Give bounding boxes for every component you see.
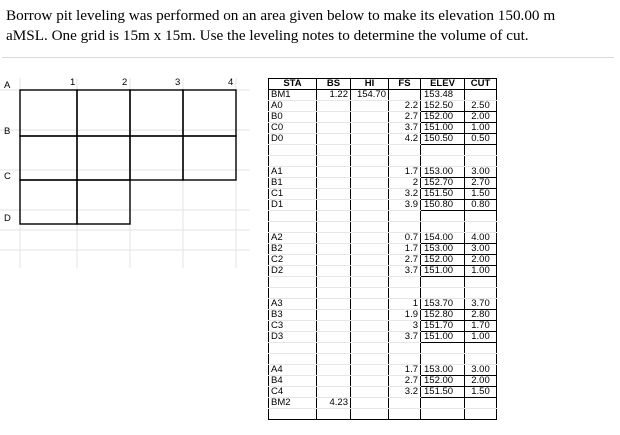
cell-hi	[351, 288, 389, 299]
table-row	[269, 409, 497, 420]
cell-hi	[351, 156, 389, 167]
table-row	[269, 90, 497, 101]
cell-fs: 1	[389, 299, 421, 310]
grid-row-label-d: D	[4, 213, 11, 224]
cell-bs	[317, 387, 351, 398]
cell-sta: A2	[269, 233, 317, 244]
cell-bs	[317, 299, 351, 310]
header-elev: ELEV	[421, 79, 465, 90]
cell-cut: 2.70	[465, 178, 497, 189]
cell-cut: 2.00	[465, 376, 497, 387]
cell-fs: 1.9	[389, 310, 421, 321]
cell-elev	[421, 211, 465, 222]
grid-row-label-b: B	[4, 126, 11, 137]
cell-fs: 1.7	[389, 167, 421, 178]
cell-elev: 151.50	[421, 387, 465, 398]
table-row	[269, 332, 497, 343]
borrow-pit-grid	[0, 78, 250, 268]
cell-sta: C3	[269, 321, 317, 332]
cell-sta	[269, 354, 317, 365]
cell-fs	[389, 354, 421, 365]
cell-sta	[269, 222, 317, 233]
table-row	[269, 178, 497, 189]
cell-bs	[317, 200, 351, 211]
cell-bs: 1.22	[317, 90, 351, 101]
cell-sta: C0	[269, 123, 317, 134]
header-fs: FS	[389, 79, 421, 90]
cell-sta: C2	[269, 255, 317, 266]
cell-sta	[269, 288, 317, 299]
table-row	[269, 277, 497, 288]
cell-bs	[317, 365, 351, 376]
cell-bs	[317, 167, 351, 178]
cell-fs	[389, 156, 421, 167]
cell-elev: 153.00	[421, 167, 465, 178]
cell-hi	[351, 332, 389, 343]
cell-elev: 153.00	[421, 244, 465, 255]
cell-cut: 3.70	[465, 299, 497, 310]
cell-cut: 2.80	[465, 310, 497, 321]
cell-elev	[421, 277, 465, 288]
grid-column-label-3: 3	[175, 77, 181, 88]
cell-elev: 152.00	[421, 112, 465, 123]
table-row	[269, 365, 497, 376]
cell-sta: BM1	[269, 90, 317, 101]
cell-fs: 2.7	[389, 112, 421, 123]
cell-bs	[317, 189, 351, 200]
cell-elev: 151.00	[421, 332, 465, 343]
cell-hi	[351, 244, 389, 255]
cell-bs	[317, 310, 351, 321]
header-sta: STA	[269, 79, 317, 90]
table-row	[269, 354, 497, 365]
cell-cut	[465, 90, 497, 101]
cell-bs	[317, 277, 351, 288]
table-row	[269, 189, 497, 200]
table-row	[269, 200, 497, 211]
cell-hi	[351, 101, 389, 112]
grid-cell-b1	[20, 136, 77, 180]
cell-cut	[465, 211, 497, 222]
cell-cut	[465, 398, 497, 409]
table-row	[269, 134, 497, 145]
cell-sta	[269, 145, 317, 156]
table-row	[269, 101, 497, 112]
cell-bs	[317, 255, 351, 266]
cell-sta: A4	[269, 365, 317, 376]
header-hi: HI	[351, 79, 389, 90]
cell-fs: 2	[389, 178, 421, 189]
table-row	[269, 343, 497, 354]
grid-cell-c1	[20, 180, 77, 224]
table-row	[269, 211, 497, 222]
cell-fs	[389, 145, 421, 156]
table-row	[269, 299, 497, 310]
cell-hi	[351, 189, 389, 200]
cell-sta: D2	[269, 266, 317, 277]
table-body	[269, 90, 497, 420]
table-row	[269, 376, 497, 387]
cell-elev: 153.70	[421, 299, 465, 310]
cell-cut	[465, 343, 497, 354]
table-row	[269, 288, 497, 299]
table-row	[269, 387, 497, 398]
problem-line-2: aMSL. One grid is 15m x 15m. Use the leveling notes to determine the volume of cut.	[6, 27, 529, 44]
cell-bs	[317, 134, 351, 145]
cell-elev: 154.00	[421, 233, 465, 244]
cell-sta: C1	[269, 189, 317, 200]
cell-elev: 151.00	[421, 266, 465, 277]
cell-fs	[389, 398, 421, 409]
table-row	[269, 266, 497, 277]
cell-hi	[351, 123, 389, 134]
cell-cut	[465, 222, 497, 233]
cell-cut: 3.00	[465, 244, 497, 255]
cell-fs	[389, 90, 421, 101]
cell-cut	[465, 156, 497, 167]
table-row	[269, 156, 497, 167]
leveling-notes-table-wrap	[268, 78, 518, 416]
cell-elev	[421, 222, 465, 233]
separator-line	[2, 57, 614, 58]
grid-cell-c2	[77, 180, 130, 224]
cell-sta: A3	[269, 299, 317, 310]
cell-elev: 153.48	[421, 90, 465, 101]
cell-cut: 2.50	[465, 101, 497, 112]
cell-fs: 2.7	[389, 376, 421, 387]
table-row	[269, 255, 497, 266]
cell-bs	[317, 376, 351, 387]
table-header-row	[269, 79, 497, 90]
grid-row-label-c: C	[4, 171, 11, 182]
cell-elev	[421, 343, 465, 354]
cell-sta: B0	[269, 112, 317, 123]
cell-elev: 153.00	[421, 365, 465, 376]
cell-hi	[351, 398, 389, 409]
grid-column-label-1: 1	[70, 77, 76, 88]
cell-elev: 152.00	[421, 255, 465, 266]
cell-elev: 150.80	[421, 200, 465, 211]
cell-cut: 3.00	[465, 365, 497, 376]
cell-hi	[351, 134, 389, 145]
grid-column-label-2: 2	[122, 77, 128, 88]
cell-hi	[351, 178, 389, 189]
cell-cut: 3.00	[465, 167, 497, 178]
cell-hi	[351, 321, 389, 332]
leveling-notes-table	[268, 78, 497, 420]
cell-bs	[317, 145, 351, 156]
cell-bs	[317, 288, 351, 299]
cell-hi	[351, 233, 389, 244]
cell-bs	[317, 211, 351, 222]
cell-bs	[317, 222, 351, 233]
cell-cut: 1.00	[465, 266, 497, 277]
cell-fs: 3	[389, 321, 421, 332]
cell-sta: D1	[269, 200, 317, 211]
cell-cut: 4.00	[465, 233, 497, 244]
cell-bs	[317, 354, 351, 365]
cell-elev	[421, 409, 465, 420]
table-row	[269, 244, 497, 255]
cell-fs: 4.2	[389, 134, 421, 145]
cell-elev: 152.70	[421, 178, 465, 189]
cell-elev	[421, 156, 465, 167]
cell-elev: 150.50	[421, 134, 465, 145]
cell-sta: D0	[269, 134, 317, 145]
cell-cut: 1.00	[465, 332, 497, 343]
cell-bs	[317, 266, 351, 277]
cell-sta	[269, 156, 317, 167]
cell-fs: 2.7	[389, 255, 421, 266]
cell-cut	[465, 354, 497, 365]
cell-fs: 1.7	[389, 244, 421, 255]
table-row	[269, 233, 497, 244]
cell-hi	[351, 365, 389, 376]
cell-fs: 3.7	[389, 266, 421, 277]
cell-sta	[269, 211, 317, 222]
cell-hi	[351, 343, 389, 354]
cell-sta	[269, 277, 317, 288]
cell-cut	[465, 277, 497, 288]
cell-fs: 3.7	[389, 332, 421, 343]
grid-cell-a4	[183, 90, 236, 136]
table-row	[269, 167, 497, 178]
cell-cut: 1.50	[465, 387, 497, 398]
cell-sta: B2	[269, 244, 317, 255]
cell-sta	[269, 343, 317, 354]
cell-fs: 3.7	[389, 123, 421, 134]
cell-fs	[389, 409, 421, 420]
cell-fs: 1.7	[389, 365, 421, 376]
cell-elev: 151.70	[421, 321, 465, 332]
cell-cut	[465, 145, 497, 156]
table-row	[269, 112, 497, 123]
grid-row-label-a: A	[4, 80, 11, 91]
cell-fs	[389, 222, 421, 233]
cell-fs: 3.2	[389, 387, 421, 398]
cell-cut: 1.00	[465, 123, 497, 134]
cell-bs	[317, 321, 351, 332]
cell-fs	[389, 343, 421, 354]
cell-bs	[317, 343, 351, 354]
grid-cell-b3	[130, 136, 183, 180]
table-row	[269, 145, 497, 156]
grid-cell-a1	[20, 90, 77, 136]
cell-hi: 154.70	[351, 90, 389, 101]
grid-cell-a2	[77, 90, 130, 136]
cell-fs: 3.9	[389, 200, 421, 211]
cell-cut: 0.50	[465, 134, 497, 145]
cell-hi	[351, 255, 389, 266]
cell-cut	[465, 288, 497, 299]
cell-bs	[317, 409, 351, 420]
header-bs: BS	[317, 79, 351, 90]
cell-bs	[317, 156, 351, 167]
cell-hi	[351, 145, 389, 156]
cell-bs	[317, 123, 351, 134]
cell-elev: 152.80	[421, 310, 465, 321]
cell-sta: A1	[269, 167, 317, 178]
cell-hi	[351, 354, 389, 365]
cell-elev	[421, 354, 465, 365]
cell-sta: BM2	[269, 398, 317, 409]
cell-elev	[421, 145, 465, 156]
cell-fs	[389, 277, 421, 288]
cell-hi	[351, 211, 389, 222]
cell-bs: 4.23	[317, 398, 351, 409]
problem-line-1: Borrow pit leveling was performed on an area given below to make its elevation 150.00 m	[6, 7, 556, 24]
cell-elev: 151.00	[421, 123, 465, 134]
cell-cut: 2.00	[465, 112, 497, 123]
cell-sta: D3	[269, 332, 317, 343]
cell-fs	[389, 288, 421, 299]
table-row	[269, 310, 497, 321]
cell-hi	[351, 387, 389, 398]
cell-bs	[317, 112, 351, 123]
cell-cut: 2.00	[465, 255, 497, 266]
cell-elev: 152.50	[421, 101, 465, 112]
cell-cut: 0.80	[465, 200, 497, 211]
cell-elev	[421, 288, 465, 299]
cell-bs	[317, 178, 351, 189]
cell-cut: 1.70	[465, 321, 497, 332]
cell-sta	[269, 409, 317, 420]
table-row	[269, 398, 497, 409]
cell-fs: 0.7	[389, 233, 421, 244]
grid-drawing	[0, 78, 250, 268]
table-row	[269, 321, 497, 332]
cell-hi	[351, 222, 389, 233]
problem-statement	[6, 6, 614, 46]
cell-hi	[351, 299, 389, 310]
cell-fs	[389, 211, 421, 222]
cell-fs: 2.2	[389, 101, 421, 112]
cell-bs	[317, 233, 351, 244]
cell-hi	[351, 266, 389, 277]
table-row	[269, 123, 497, 134]
table-row	[269, 222, 497, 233]
grid-cell-b2	[77, 136, 130, 180]
cell-elev: 151.50	[421, 189, 465, 200]
cell-bs	[317, 101, 351, 112]
cell-hi	[351, 200, 389, 211]
cell-hi	[351, 376, 389, 387]
cell-elev: 152.00	[421, 376, 465, 387]
cell-sta: B1	[269, 178, 317, 189]
header-cut: CUT	[465, 79, 497, 90]
cell-hi	[351, 310, 389, 321]
cell-sta: C4	[269, 387, 317, 398]
cell-hi	[351, 409, 389, 420]
cell-sta: B3	[269, 310, 317, 321]
cell-sta: A0	[269, 101, 317, 112]
grid-column-label-4: 4	[228, 77, 234, 88]
cell-bs	[317, 332, 351, 343]
cell-hi	[351, 112, 389, 123]
grid-cell-a3	[130, 90, 183, 136]
cell-hi	[351, 167, 389, 178]
cell-cut: 1.50	[465, 189, 497, 200]
cell-fs: 3.2	[389, 189, 421, 200]
cell-elev	[421, 398, 465, 409]
cell-hi	[351, 277, 389, 288]
cell-sta: B4	[269, 376, 317, 387]
cell-bs	[317, 244, 351, 255]
cell-cut	[465, 409, 497, 420]
grid-cell-b4	[183, 136, 236, 180]
